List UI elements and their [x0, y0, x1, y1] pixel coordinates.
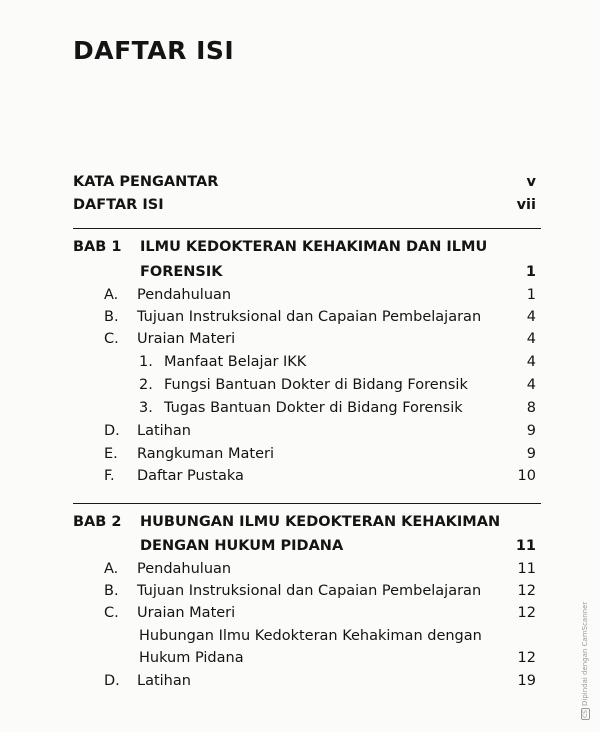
- toc-front-kata-pengantar[interactable]: [0, 174, 600, 196]
- toc-item[interactable]: [0, 446, 600, 468]
- toc-subitem[interactable]: [0, 628, 600, 650]
- toc-letter: C.: [104, 331, 119, 347]
- toc-label: Uraian Materi: [137, 331, 236, 347]
- toc-subitem[interactable]: [0, 354, 600, 376]
- watermark-text: Dipindai dengan CamScanner: [581, 601, 589, 706]
- toc-label: Rangkuman Materi: [137, 446, 274, 462]
- toc-item[interactable]: [0, 583, 600, 605]
- toc-page-number: 12: [517, 583, 536, 599]
- toc-item[interactable]: [0, 605, 600, 627]
- toc-page-number: 4: [526, 377, 536, 393]
- toc-page-number: 12: [517, 605, 536, 621]
- toc-label: Daftar Pustaka: [137, 468, 244, 484]
- section-divider: [73, 228, 541, 229]
- toc-letter: A.: [104, 287, 119, 303]
- toc-subitem-cont[interactable]: [0, 650, 600, 672]
- toc-page-number: v: [526, 174, 536, 190]
- toc-page-number: 12: [517, 650, 536, 666]
- toc-letter: B.: [104, 309, 119, 325]
- scanner-watermark: [581, 602, 590, 720]
- toc-label: Pendahuluan: [137, 287, 232, 303]
- toc-label: Tujuan Instruksional dan Capaian Pembelajaran: [137, 309, 482, 325]
- toc-front-daftar-isi[interactable]: [0, 197, 600, 219]
- camscanner-icon: CS: [582, 710, 589, 718]
- bab1-heading[interactable]: [0, 239, 600, 261]
- bab-title-line1: HUBUNGAN ILMU KEDOKTERAN KEHAKIMAN: [140, 514, 501, 530]
- toc-page-number: vii: [516, 197, 536, 213]
- toc-page-number: 4: [526, 354, 536, 370]
- bab2-heading-cont[interactable]: [0, 538, 600, 560]
- toc-label: Manfaat Belajar IKK: [164, 354, 307, 370]
- toc-label: Uraian Materi: [137, 605, 236, 621]
- toc-label: Fungsi Bantuan Dokter di Bidang Forensik: [164, 377, 468, 393]
- toc-label: Tugas Bantuan Dokter di Bidang Forensik: [164, 400, 463, 416]
- toc-letter: C.: [104, 605, 119, 621]
- toc-subitem[interactable]: [0, 400, 600, 422]
- toc-letter: A.: [104, 561, 119, 577]
- bab2-heading[interactable]: [0, 514, 600, 536]
- toc-page-number: 10: [517, 468, 536, 484]
- toc-page-number: 8: [526, 400, 536, 416]
- toc-item[interactable]: [0, 468, 600, 490]
- toc-page-number: 9: [526, 423, 536, 439]
- toc-label: Latihan: [137, 423, 191, 439]
- toc-page-number: 11: [515, 538, 536, 554]
- toc-letter: D.: [104, 673, 120, 689]
- toc-letter: B.: [104, 583, 119, 599]
- toc-item[interactable]: [0, 331, 600, 353]
- toc-page-number: 1: [525, 264, 536, 280]
- toc-item[interactable]: [0, 287, 600, 309]
- toc-sub-number: 2.: [139, 377, 153, 393]
- bab-number: BAB 1: [73, 239, 122, 255]
- bab-title-line1: ILMU KEDOKTERAN KEHAKIMAN DAN ILMU: [140, 239, 488, 255]
- toc-page-number: 11: [517, 561, 536, 577]
- toc-item[interactable]: [0, 673, 600, 695]
- toc-label: KATA PENGANTAR: [73, 174, 219, 190]
- toc-label: Tujuan Instruksional dan Capaian Pembelajaran: [137, 583, 482, 599]
- toc-item[interactable]: [0, 561, 600, 583]
- bab1-heading-cont[interactable]: [0, 264, 600, 286]
- toc-page-number: 19: [517, 673, 536, 689]
- toc-label: DAFTAR ISI: [73, 197, 164, 213]
- toc-label-line2: Hukum Pidana: [139, 650, 244, 666]
- toc-page-number: 4: [526, 309, 536, 325]
- bab-number: BAB 2: [73, 514, 122, 530]
- toc-sub-number: 3.: [139, 400, 153, 416]
- toc-letter: E.: [104, 446, 118, 462]
- toc-label: Pendahuluan: [137, 561, 232, 577]
- toc-label-line1: Hubungan Ilmu Kedokteran Kehakiman dengan: [139, 628, 482, 644]
- section-divider: [73, 503, 541, 504]
- toc-page-number: 9: [526, 446, 536, 462]
- toc-letter: D.: [104, 423, 120, 439]
- page-title: DAFTAR ISI: [73, 36, 235, 65]
- toc-sub-number: 1.: [139, 354, 153, 370]
- toc-item[interactable]: [0, 423, 600, 445]
- toc-page-number: 1: [526, 287, 536, 303]
- toc-page-number: 4: [526, 331, 536, 347]
- bab-title-line2: DENGAN HUKUM PIDANA: [140, 538, 344, 554]
- toc-letter: F.: [104, 468, 115, 484]
- toc-label: Latihan: [137, 673, 191, 689]
- bab-title-line2: FORENSIK: [140, 264, 223, 280]
- toc-item[interactable]: [0, 309, 600, 331]
- toc-subitem[interactable]: [0, 377, 600, 399]
